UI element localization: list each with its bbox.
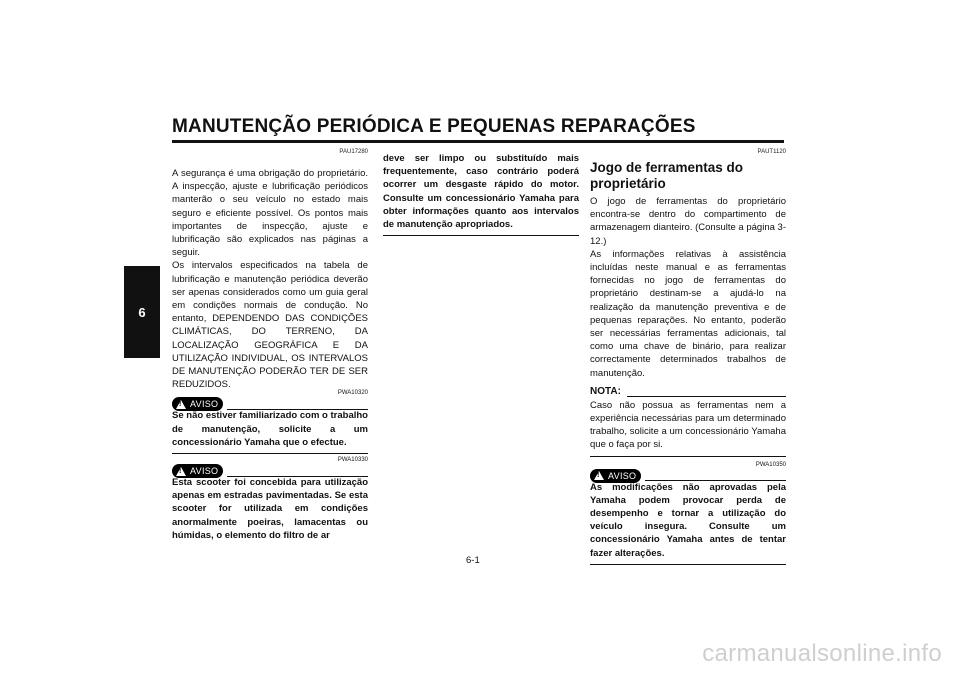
warning-end-rule — [590, 564, 786, 565]
column-2 — [383, 152, 579, 236]
note-header — [590, 386, 786, 397]
watermark: carmanualsonline.info — [702, 640, 942, 667]
warning-triangle-icon — [176, 400, 186, 409]
warning-label: AVISO — [608, 470, 637, 481]
section-heading: Jogo de ferramentas do proprietário — [590, 160, 744, 191]
warning-triangle-icon — [594, 471, 604, 480]
warning-label: AVISO — [190, 399, 219, 410]
warning-rule — [227, 399, 368, 410]
section-code: PAUT1120 — [757, 149, 786, 155]
intervals-paragraph: Os intervalos especificados na tabela de lubrificação e manutenção periódica deverão ser apenas considerados como um guia geral em condições normais de condução. No entanto, DEPENDENDO DAS CONDIÇÕES CLIMÁTICAS, DO TERRENO, DA LOCALIZAÇÃO GEOGRÁFICA E DA UTILIZAÇÃO INDIVIDUAL, OS INTERVALOS DE MANUTENÇÃO PODERÃO TER DE SER REDUZIDOS. — [172, 260, 368, 391]
page-title: MANUTENÇÃO PERIÓDICA E PEQUENAS REPARAÇÕES — [172, 116, 696, 137]
warning-text-continued: deve ser limpo ou substituído mais frequentemente, caso contrário poderá ocorrer um desgaste rápido do motor. Consulte um concessionário Yamaha para obter informações quanto aos intervalos de manutenção apropriados. — [383, 153, 579, 231]
warning-text: As modificações não aprovadas pela Yamaha podem provocar perda de desempenho e tornar a utilização do veículo insegura. Consulte um concessionário Yamaha antes de tentar fazer alterações. — [590, 481, 786, 559]
note-label: NOTA: — [590, 385, 621, 397]
warning-end-rule — [172, 453, 368, 454]
note-text: Caso não possua as ferramentas nem a experiência necessárias para um determinado trabalho, solicite a um concessionário Yamaha que o faça por si. — [590, 399, 786, 451]
warning-code: PWA10320 — [337, 390, 368, 397]
column-1 — [172, 148, 368, 542]
warning-label: AVISO — [190, 466, 219, 477]
warning-code: PWA10330 — [337, 457, 368, 464]
note-rule — [627, 386, 786, 397]
note-end-rule — [590, 456, 786, 457]
warning-rule — [227, 466, 368, 477]
warning-triangle-icon — [176, 467, 186, 476]
warning-rule — [645, 470, 786, 481]
chapter-tab — [124, 266, 160, 358]
toolkit-paragraph: O jogo de ferramentas do proprietário encontra-se dentro do compartimento de armazenagem dianteiro. (Consulte a página 3-12.) — [590, 196, 786, 247]
column-3 — [590, 148, 786, 565]
title-rule — [172, 140, 784, 143]
warning-end-rule — [383, 235, 579, 236]
warning-text: Se não estiver familiarizado com o trabalho de manutenção, solicite a um concessionário Yamaha que o efectue. — [172, 410, 368, 448]
chapter-tab-number: 6 — [138, 304, 146, 320]
warning-text: Esta scooter foi concebida para utilização apenas em estradas pavimentadas. Se esta scooter for utilizada em condições anormalmente poeiras, lamacentas ou húmidas, o elemento do filtro de ar — [172, 477, 368, 541]
page-number: 6-1 — [466, 555, 480, 566]
warning-code: PWA10350 — [755, 461, 786, 468]
section-code: PAU17280 — [339, 149, 368, 155]
intro-paragraph: A segurança é uma obrigação do proprietário. A inspecção, ajuste e lubrificação periódicos manterão o seu veículo no estado mais seguro e eficiente possível. Os pontos mais importantes de inspecção, ajuste e lubrificação são explicados nas páginas a seguir. — [172, 168, 368, 259]
service-paragraph: As informações relativas à assistência incluídas neste manual e as ferramentas fornecidas no jogo de ferramentas do proprietário destinam-se a ajudá-lo na realização da manutenção preventiva e de pequenas reparações. No entanto, poderão ser necessárias ferramentas adicionais, tal como uma chave de binário, para realizar correctamente determinados trabalhos de manutenção. — [590, 248, 786, 379]
